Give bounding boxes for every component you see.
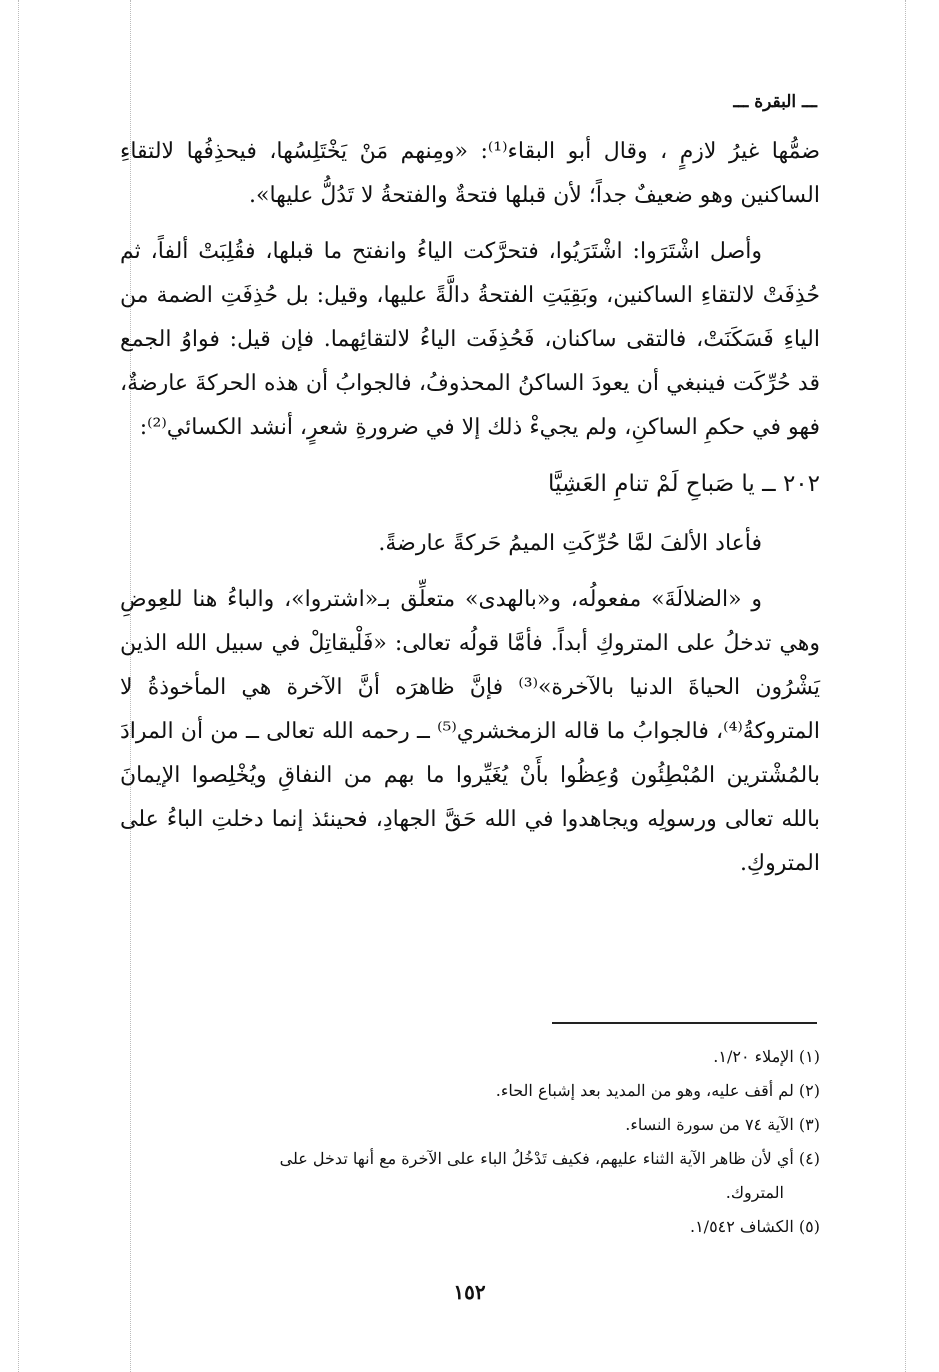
paragraph-3: فأعاد الألفَ لمَّا حُرِّكَتِ الميمُ حَركةً عارضةً. xyxy=(378,531,762,556)
footnote-2: (٢) لم أقف عليه، وهو من المديد بعد إشباع الحاء. xyxy=(495,1081,820,1100)
running-title: ـــ البقرة ـــ xyxy=(733,92,817,112)
footnote-4: (٤) أي لأن ظاهر الآية الثناء عليهم، فكيف تَدْخُلُ الباء على الآخرة مع أنها تدخل على xyxy=(279,1149,820,1168)
footnote-3: (٣) الآية ٧٤ من سورة النساء. xyxy=(625,1115,820,1134)
scan-edge-left xyxy=(18,0,19,1372)
paragraph-1: ضمُّها غيرُ لازمٍ ، وقال أبو البقاء⁽¹⁾: «ومِنهم مَنْ يَخْتَلِسُها، فيحذِفُها لالتقاءِ الساكنين وهو ضعيفٌ جداً؛ لأن قبلها فتحةٌ والفتحةُ لا تَدُلُّ عليها». xyxy=(120,139,821,208)
footnote-4-continued: المتروك. xyxy=(725,1183,784,1202)
paragraph-2: وأصل اشْتَرَوا: اشْتَرَيُوا، فتحرَّكت الياءُ وانفتح ما قبلها، فقُلِبَتْ ألفاً، ثم حُذِفَتْ لالتقاءِ الساكنين، وبَقِيَتِ الفتحةُ دالَّةً عليها، وقيل: بل حُذِفَتِ الضمة من الياءِ فَسَكَنَتْ، فالتقى ساكنان، فَحُذِفَت الياءُ لالتقائِهما. فإن قيل: فواوُ الجمع قد حُرِّكَت فينبغي أن يعودَ الساكنُ المحذوفُ، فالجوابُ أن هذه الحركةَ عارضةٌ، فهو في حكمِ الساكنِ، ولم يجيءْ ذلك إلا في ضرورةِ شعرٍ، أنشد الكسائي⁽²⁾: xyxy=(120,239,820,440)
scan-edge-right xyxy=(905,0,906,1372)
footnote-5: (٥) الكشاف ١/٥٤٢. xyxy=(689,1217,820,1236)
main-text xyxy=(120,130,820,898)
footnote-divider xyxy=(552,1022,817,1024)
paragraph-4: و «الضلالَةَ» مفعولُه، و«بالهدى» متعلِّق بـ«اشتروا»، والباءُ هنا للعِوضِ وهي تدخلُ على المتروكِ أبداً. فأمَّا قولُه تعالى: «فَلْيقاتِلْ في سبيل الله الذين يَشْرُون الحياةَ الدنيا بالآخرة»⁽³⁾ فإنَّ ظاهرَه أنَّ الآخرة هي المأخوذةُ لا المتروكةُ⁽⁴⁾، فالجوابُ ما قاله الزمخشري⁽⁵⁾ ــ رحمه الله تعالى ــ من أن المرادَ بالمُشْترين المُبْطِئُون وُعِظُوا بأَنْ يُغَيِّروا ما بهم من النفاقِ ويُخْلِصوا الإيمانَ بالله تعالى ورسولِه ويجاهدوا في الله حَقَّ الجهادِ، فحينئذ إنما دخلتِ الباءُ على المتروكِ. xyxy=(120,587,820,876)
page-number: ١٥٢ xyxy=(453,1280,486,1304)
poetry-verse: ٢٠٢ ــ يا صَباحِ لَمْ تنامِ العَشِيَّا xyxy=(547,471,820,497)
footnotes xyxy=(120,1040,820,1244)
footnote-1: (١) الإملاء ١/٢٠. xyxy=(713,1047,820,1066)
